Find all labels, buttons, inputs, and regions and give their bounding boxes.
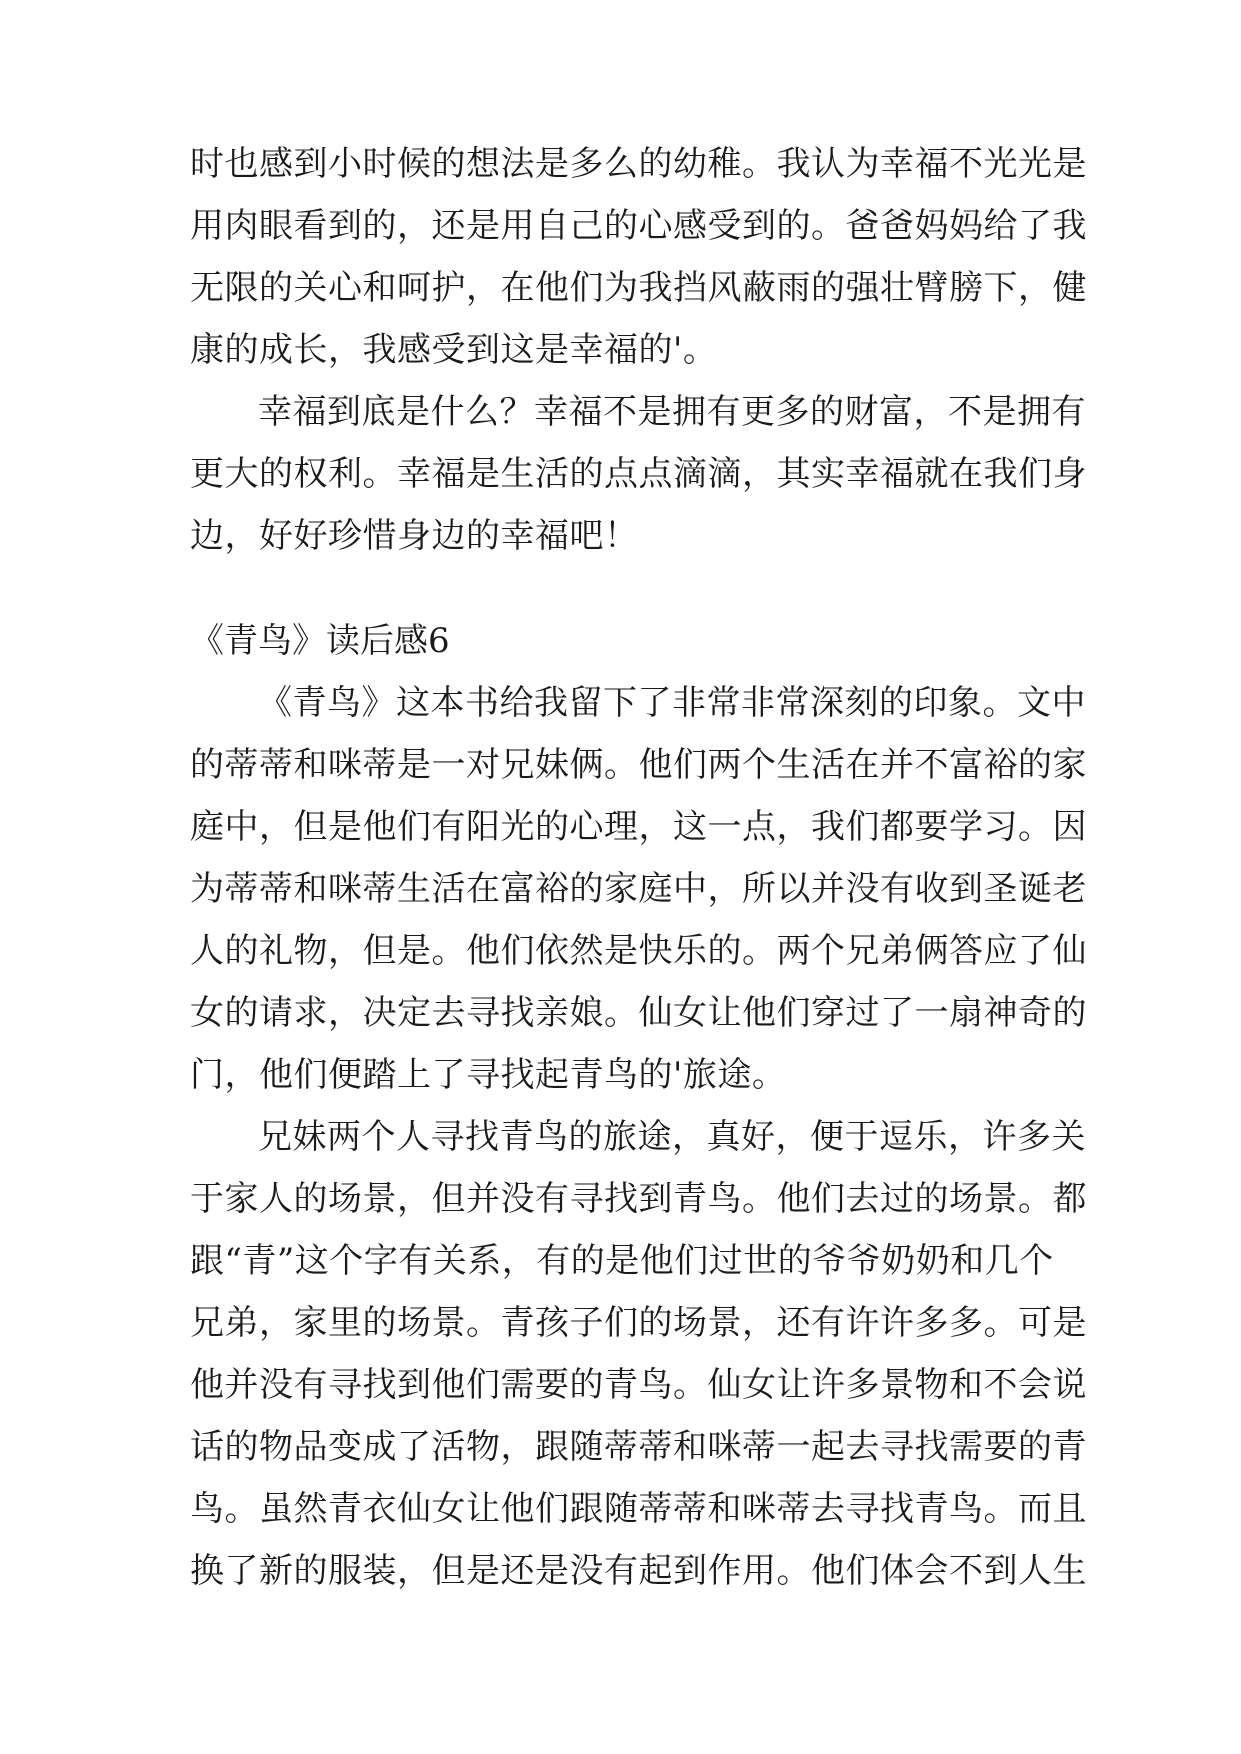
paragraph-line: 他并没有寻找到他们需要的青鸟。仙女让许多景物和不会说 (190, 1365, 1087, 1405)
paragraph-line: 用肉眼看到的，还是用自己的心感受到的。爸爸妈妈给了我 (190, 206, 1087, 246)
paragraph-line: 边，好好珍惜身边的幸福吧！ (190, 516, 639, 556)
paragraph-line: 康的成长，我感受到这是幸福的'。 (190, 330, 718, 370)
paragraph-line: 于家人的场景，但并没有寻找到青鸟。他们去过的场景。都 (190, 1179, 1087, 1219)
paragraph-line: 跟“青”这个字有关系，有的是他们过世的爷爷奶奶和几个 (190, 1241, 1054, 1281)
section-heading: 《青鸟》读后感6 (190, 621, 450, 661)
paragraph-line: 兄弟，家里的场景。青孩子们的场景，还有许许多多。可是 (190, 1303, 1087, 1343)
paragraph-line: 的蒂蒂和咪蒂是一对兄妹俩。他们两个生活在并不富裕的家 (190, 745, 1087, 785)
paragraph-line: 换了新的服装，但是还是没有起到作用。他们体会不到人生 (190, 1551, 1087, 1591)
paragraph-line: 为蒂蒂和咪蒂生活在富裕的家庭中，所以并没有收到圣诞老 (190, 869, 1087, 909)
paragraph-line: 兄妹两个人寻找青鸟的旅途，真好，便于逗乐，许多关 (258, 1117, 1086, 1157)
paragraph-line: 女的请求，决定去寻找亲娘。仙女让他们穿过了一扇神奇的 (190, 993, 1087, 1033)
paragraph-line: 时也感到小时候的想法是多么的幼稚。我认为幸福不光光是 (190, 144, 1087, 184)
paragraph-line: 门，他们便踏上了寻找起青鸟的'旅途。 (190, 1055, 787, 1095)
paragraph-line: 更大的权利。幸福是生活的点点滴滴，其实幸福就在我们身 (190, 454, 1087, 494)
paragraph-line: 幸福到底是什么？幸福不是拥有更多的财富，不是拥有 (258, 392, 1086, 432)
paragraph-line: 人的礼物，但是。他们依然是快乐的。两个兄弟俩答应了仙 (190, 931, 1087, 971)
paragraph-line: 庭中，但是他们有阳光的心理，这一点，我们都要学习。因 (190, 807, 1087, 847)
paragraph-line: 话的物品变成了活物，跟随蒂蒂和咪蒂一起去寻找需要的青 (190, 1427, 1087, 1467)
paragraph-line: 鸟。虽然青衣仙女让他们跟随蒂蒂和咪蒂去寻找青鸟。而且 (190, 1489, 1087, 1529)
paragraph-line: 无限的关心和呵护，在他们为我挡风蔽雨的强壮臂膀下，健 (190, 268, 1087, 308)
paragraph-line: 《青鸟》这本书给我留下了非常非常深刻的印象。文中 (258, 683, 1086, 723)
